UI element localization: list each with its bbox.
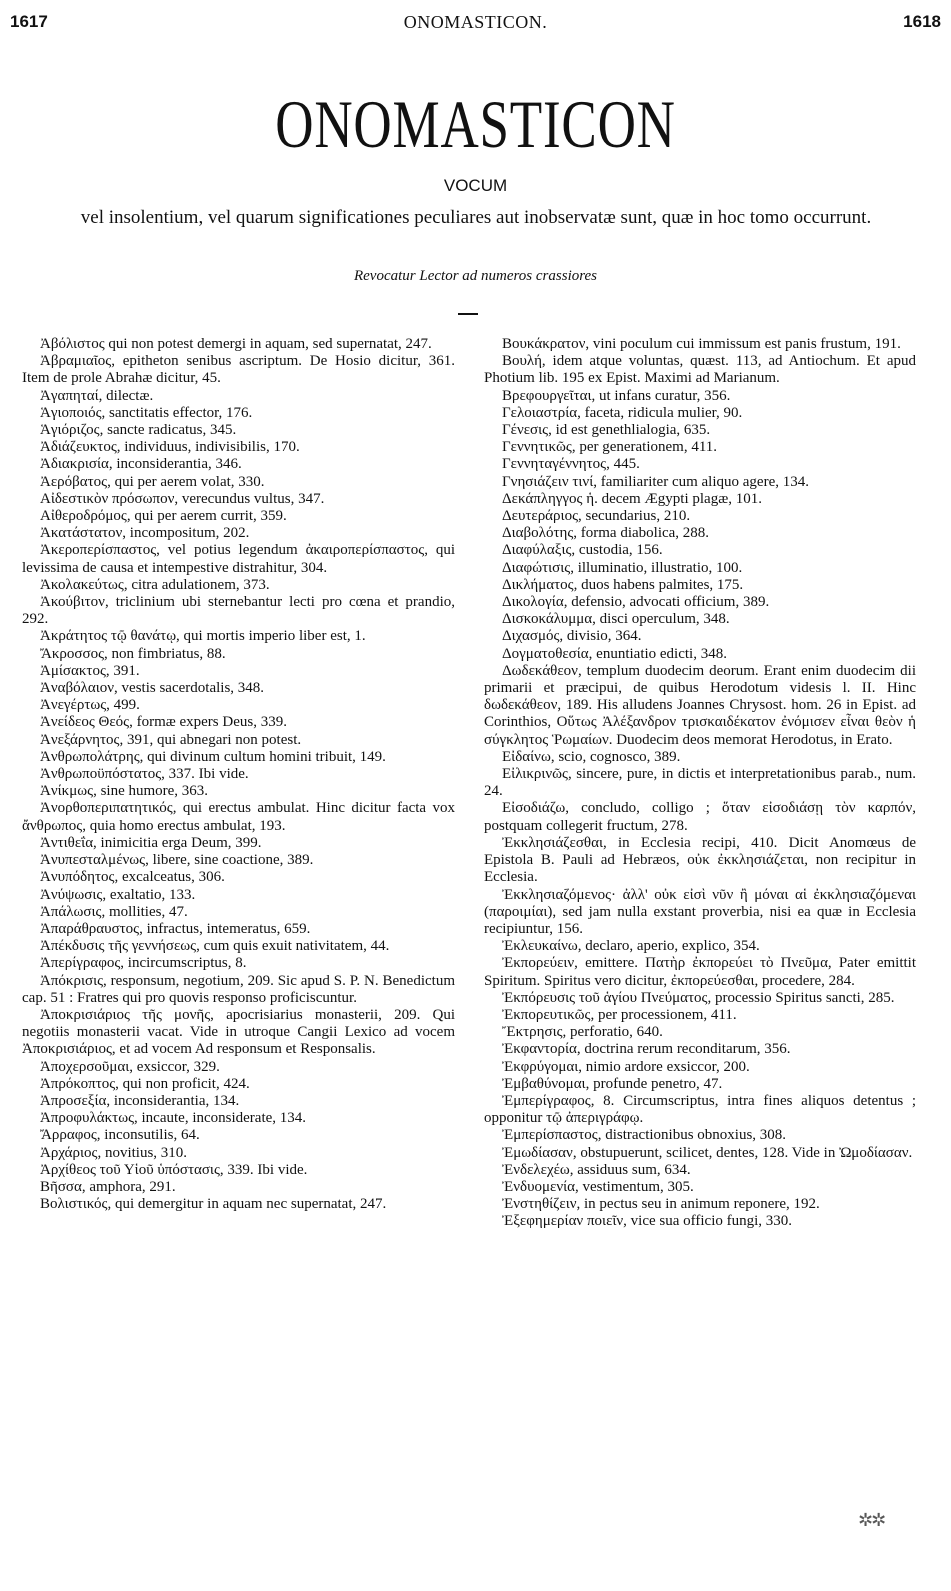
dictionary-entry: Ἀπόκρισις, responsum, negotium, 209. Sic apud S. P. N. Benedictum cap. 51 : Fratres qui pro quovis responso proficiscuntur. xyxy=(22,972,455,1006)
dictionary-entry: Ἀπροφυλάκτως, incaute, inconsiderate, 134. xyxy=(40,1110,307,1127)
dictionary-entry: Ἐκπορεύειν, emittere. Πατὴρ ἐκπορεύει τὸ Πνεῦμα, Pater emittit Spiritum. Spiritus vero dicitur, ἐκπορεύεσθαι, procedere, 284. xyxy=(484,955,916,989)
printer-ornament: ✲✲ xyxy=(858,1510,885,1530)
dictionary-entry: Γεννητικῶς, per generationem, 411. xyxy=(502,439,718,456)
dictionary-entry: Δικλήματος, duos habens palmites, 175. xyxy=(502,576,744,593)
dictionary-entry: Ἀποχερσοῦμαι, exsiccor, 329. xyxy=(40,1058,220,1075)
dictionary-entry: Διαβολότης, forma diabolica, 288. xyxy=(502,525,710,542)
dictionary-entry: Βῆσσα, amphora, 291. xyxy=(40,1178,176,1195)
dictionary-entry: Βολιστικός, qui demergitur in aquam nec supernatat, 247. xyxy=(40,1196,387,1213)
dictionary-entry: Ἀγαπηταί, dilectæ. xyxy=(40,387,154,404)
dictionary-entry: Ἐκκλησιαζόμενος· ἀλλ' οὐκ εἰσὶ νῦν ἢ μόναι αἱ ἐκκλησιαζόμεναι (παροιμίαι), sed jam nulla exstant proverbia, nisi ea quæ in Ecclesia recipiuntur, 156. xyxy=(484,886,916,937)
page-title: ONOMASTICON xyxy=(275,86,676,162)
dictionary-entry: Ἀδιακρισία, inconsiderantia, 346. xyxy=(40,456,242,473)
dictionary-entry: Ἐκφρύγομαι, nimio ardore exsiccor, 200. xyxy=(502,1058,750,1075)
dictionary-entry: Ἁγιόριζος, sancte radicatus, 345. xyxy=(40,422,237,439)
dictionary-entry: Διχασμός, divisio, 364. xyxy=(502,628,642,645)
dictionary-entry: Ἀντιθεΐα, inimicitia erga Deum, 399. xyxy=(40,834,262,851)
dictionary-entry: Ἀκεροπερίσπαστος, vel potius legendum ἀκαιροπερίσπαστος, qui levissima de causa et intempestive distrahitur, 304. xyxy=(22,542,455,576)
dictionary-entry: Ἁγιοποιός, sanctitatis effector, 176. xyxy=(40,404,253,421)
dictionary-entry: Ἀπέκδυσις τῆς γεννήσεως, cum quis exuit nativitatem, 44. xyxy=(40,938,390,955)
dictionary-entry: Ἀναβόλαιον, vestis sacerdotalis, 348. xyxy=(40,680,265,697)
dictionary-entry: Ἐκπορευτικῶς, per processionem, 411. xyxy=(502,1006,737,1023)
dictionary-entry: Ἐνδυομενία, vestimentum, 305. xyxy=(502,1178,694,1195)
dictionary-entry: Ἐμπερίσπαστος, distractionibus obnoxius, 308. xyxy=(502,1127,787,1144)
reader-note: Revocatur Lector ad numeros crassiores xyxy=(353,268,598,284)
dictionary-entry: Βουλή, idem atque voluntas, quæst. 113, ad Antiochum. Et apud Photium lib. 195 ex Epist. Maximi ad Marianum. xyxy=(484,353,916,387)
dictionary-entry: Ἀβραμιαῖος, epitheton senibus ascriptum. De Hosio dicitur, 361. Item de prole Abrahæ dicitur, 45. xyxy=(22,353,455,387)
divider-rule xyxy=(458,313,478,315)
dictionary-entry: Ἀνθρωποϋπόστατος, 337. Ibi vide. xyxy=(40,766,249,783)
dictionary-entry: Ἀερόβατος, qui per aerem volat, 330. xyxy=(40,473,265,490)
dictionary-entry: Δογματοθεσία, enuntiatio edicti, 348. xyxy=(502,645,727,662)
dictionary-entry: Ἐμβαθύνομαι, profunde penetro, 47. xyxy=(502,1075,723,1092)
dictionary-entry: Ἀνορθοπεριπατητικός, qui erectus ambulat. Hinc dicitur facta vox ἄνθρωπος, quia homo erectus ambulat, 193. xyxy=(22,800,455,834)
dictionary-entry: Ἀρχίθεος τοῦ Υἱοῦ ὑπόστασις, 339. Ibi vide. xyxy=(40,1161,308,1178)
left-page-number: 1617 xyxy=(10,12,48,31)
dictionary-entry: Γνησιάζειν τινί, familiariter cum aliquo agere, 134. xyxy=(502,473,809,490)
dictionary-entry: Ἀποκρισιάριος τῆς μονῆς, apocrisiarius monasterii, 209. Qui negotiis monasterii vacat. Vide in utroque Cangii Lexico ad vocem Ἀποκρισιάριος, et ad vocem Ad responsum et Responsalis. xyxy=(22,1006,455,1058)
dictionary-entry: Ἔκτρησις, perforatio, 640. xyxy=(502,1024,663,1041)
dictionary-entry: Βρεφουργεῖται, ut infans curatur, 356. xyxy=(502,387,731,404)
dictionary-entry: Ἐκλευκαίνω, declaro, aperio, explico, 354. xyxy=(502,938,760,955)
dictionary-entry: Ἀκολακεύτως, citra adulationem, 373. xyxy=(40,576,270,593)
dictionary-entry: Ἀνίκμως, sine humore, 363. xyxy=(40,783,209,800)
right-page-number: 1618 xyxy=(903,12,941,31)
dictionary-entry: Ἀνυπεσταλμένως, libere, sine coactione, 389. xyxy=(40,852,314,869)
dictionary-entry: Γένεσις, id est genethlialogia, 635. xyxy=(502,422,711,439)
dictionary-entry: Ἀνεξάρνητος, 391, qui abnegari non potest. xyxy=(40,731,302,748)
dictionary-entry: Ἐκκλησιάζεσθαι, in Ecclesia recipi, 410. Dicit Anomœus de Epistola B. Pauli ad Hebræos, οὐκ ἐκκλησιάζεται, non recipitur in Ecclesia. xyxy=(484,834,916,886)
dictionary-entry: Ἀπάλωσις, mollities, 47. xyxy=(40,903,188,920)
dictionary-entry: Εἰδαίνω, scio, cognosco, 389. xyxy=(502,748,681,765)
dictionary-entry: Βουκάκρατον, vini poculum cui immissum est panis frustum, 191. xyxy=(502,336,901,352)
dictionary-entry: Διαφύλαξις, custodia, 156. xyxy=(502,542,663,559)
dictionary-entry: Ἀρχάριος, novitius, 310. xyxy=(40,1144,188,1161)
dictionary-entry: Δωδεκάθεον, templum duodecim deorum. Erant enim duodecim dii primarii et præcipui, de quibus Herodotum videsis l. II. Hinc δωδεκάθεον, 189. His alludens Joannes Chrysost. hom. 26 in Epist. ad Corinthios, Οὕτως Ἀλέξανδρον τρισκαιδέκατον ἐνόμισεν εἶναι θεὸν ἡ σύγκλητος Ῥωμαίων. Duodecim deos memorat Herodotus, in Erato. xyxy=(484,662,916,748)
dictionary-entry: Ἀνθρωπολάτρης, qui divinum cultum homini tribuit, 149. xyxy=(40,748,386,765)
dictionary-entry: Γελοιαστρία, faceta, ridicula mulier, 90. xyxy=(502,404,743,421)
left-column xyxy=(22,336,455,1213)
dictionary-entry: Δευτεράριος, secundarius, 210. xyxy=(502,508,691,525)
running-title: ONOMASTICON. xyxy=(403,12,548,32)
dictionary-entry: Ἐμπερίγραφος, 8. Circumscriptus, intra fines aliquos detentus ; opponitur τῷ ἀπεριγράφῳ. xyxy=(484,1092,916,1127)
dictionary-entry: Ἄκροσσος, non fimbriatus, 88. xyxy=(40,645,226,662)
dictionary-entry: Εἰσοδιάζω, concludo, colligo ; ὅταν εἰσοδιάσῃ τὸν καρπόν, postquam collegerit fructum, 278. xyxy=(484,800,916,834)
dictionary-entry: Ἐκφαντορία, doctrina rerum reconditarum, 356. xyxy=(502,1041,791,1058)
dictionary-entry: Αἰδεστικὸν πρόσωπον, verecundus vultus, 347. xyxy=(40,490,325,507)
dictionary-entry: Διαφώτισις, illuminatio, illustratio, 100. xyxy=(502,559,743,576)
running-header xyxy=(0,12,951,42)
dictionary-entry: Ἐκπόρευσις τοῦ ἁγίου Πνεύματος, processio Spiritus sancti, 285. xyxy=(502,989,895,1006)
dictionary-entry: Εἰλικρινῶς, sincere, pure, in dictis et interpretationibus parab., num. 24. xyxy=(484,766,916,800)
dictionary-entry: Ἄρραφος, inconsutilis, 64. xyxy=(40,1127,200,1144)
dictionary-entry: Δισκοκάλυμμα, disci operculum, 348. xyxy=(502,611,730,628)
dictionary-entry: Ἐξεφημερίαν ποιεῖν, vice sua officio fungi, 330. xyxy=(502,1213,793,1230)
intro-text: vel insolentium, vel quarum significationes peculiares aut inobservatæ sunt, quæ in hoc tomo occurrunt. xyxy=(80,207,872,228)
dictionary-entry: Ἀνυπόδητος, excalceatus, 306. xyxy=(40,869,225,886)
dictionary-entry: Ἀπροσεξία, inconsiderantia, 134. xyxy=(40,1092,240,1109)
page-subtitle: VOCUM xyxy=(443,176,508,195)
dictionary-entry: Δεκάπληγγος ἡ. decem Ægypti plagæ, 101. xyxy=(502,490,762,507)
dictionary-entry: Ἀπερίγραφος, incircumscriptus, 8. xyxy=(40,955,247,972)
dictionary-entry: Ἀβόλιστος qui non potest demergi in aquam, sed supernatat, 247. xyxy=(40,336,432,352)
dictionary-entry: Ἀκούβιτον, triclinium ubi sternebantur lecti pro cœna et prandio, 292. xyxy=(22,594,455,628)
dictionary-entry: Δικολογία, defensio, advocati officium, 389. xyxy=(502,594,770,611)
dictionary-entry: Αἰθεροδρόμος, qui per aerem currit, 359. xyxy=(40,508,287,525)
right-column xyxy=(484,336,916,1231)
dictionary-entry: Ἀκράτητος τῷ θανάτῳ, qui mortis imperio liber est, 1. xyxy=(40,628,366,645)
dictionary-entry: Ἐνδελεχέω, assiduus sum, 634. xyxy=(502,1161,691,1178)
dictionary-entry: Ἀνύψωσις, exaltatio, 133. xyxy=(40,886,196,903)
dictionary-entry: Ἀνεγέρτως, 499. xyxy=(40,697,140,714)
dictionary-entry: Ἀμίσακτος, 391. xyxy=(40,662,140,679)
dictionary-entry: Ἐνστηθίζειν, in pectus seu in animum reponere, 192. xyxy=(502,1196,820,1213)
dictionary-entry: Γεννηταγέννητος, 445. xyxy=(502,456,640,473)
dictionary-entry: Ἀπαράθραυστος, infractus, intemeratus, 659. xyxy=(40,920,311,937)
dictionary-entry: Ἀπρόκοπτος, qui non proficit, 424. xyxy=(40,1075,250,1092)
dictionary-entry: Ἀδιάζευκτος, individuus, indivisibilis, 170. xyxy=(40,439,300,456)
dictionary-entry: Ἐμωδίασαν, obstupuerunt, scilicet, dentes, 128. Vide in Ὠμοδίασαν. xyxy=(502,1144,913,1161)
dictionary-entry: Ἀκατάστατον, incompositum, 202. xyxy=(40,525,250,542)
dictionary-entry: Ἀνείδεος Θεός, formæ expers Deus, 339. xyxy=(40,714,287,731)
